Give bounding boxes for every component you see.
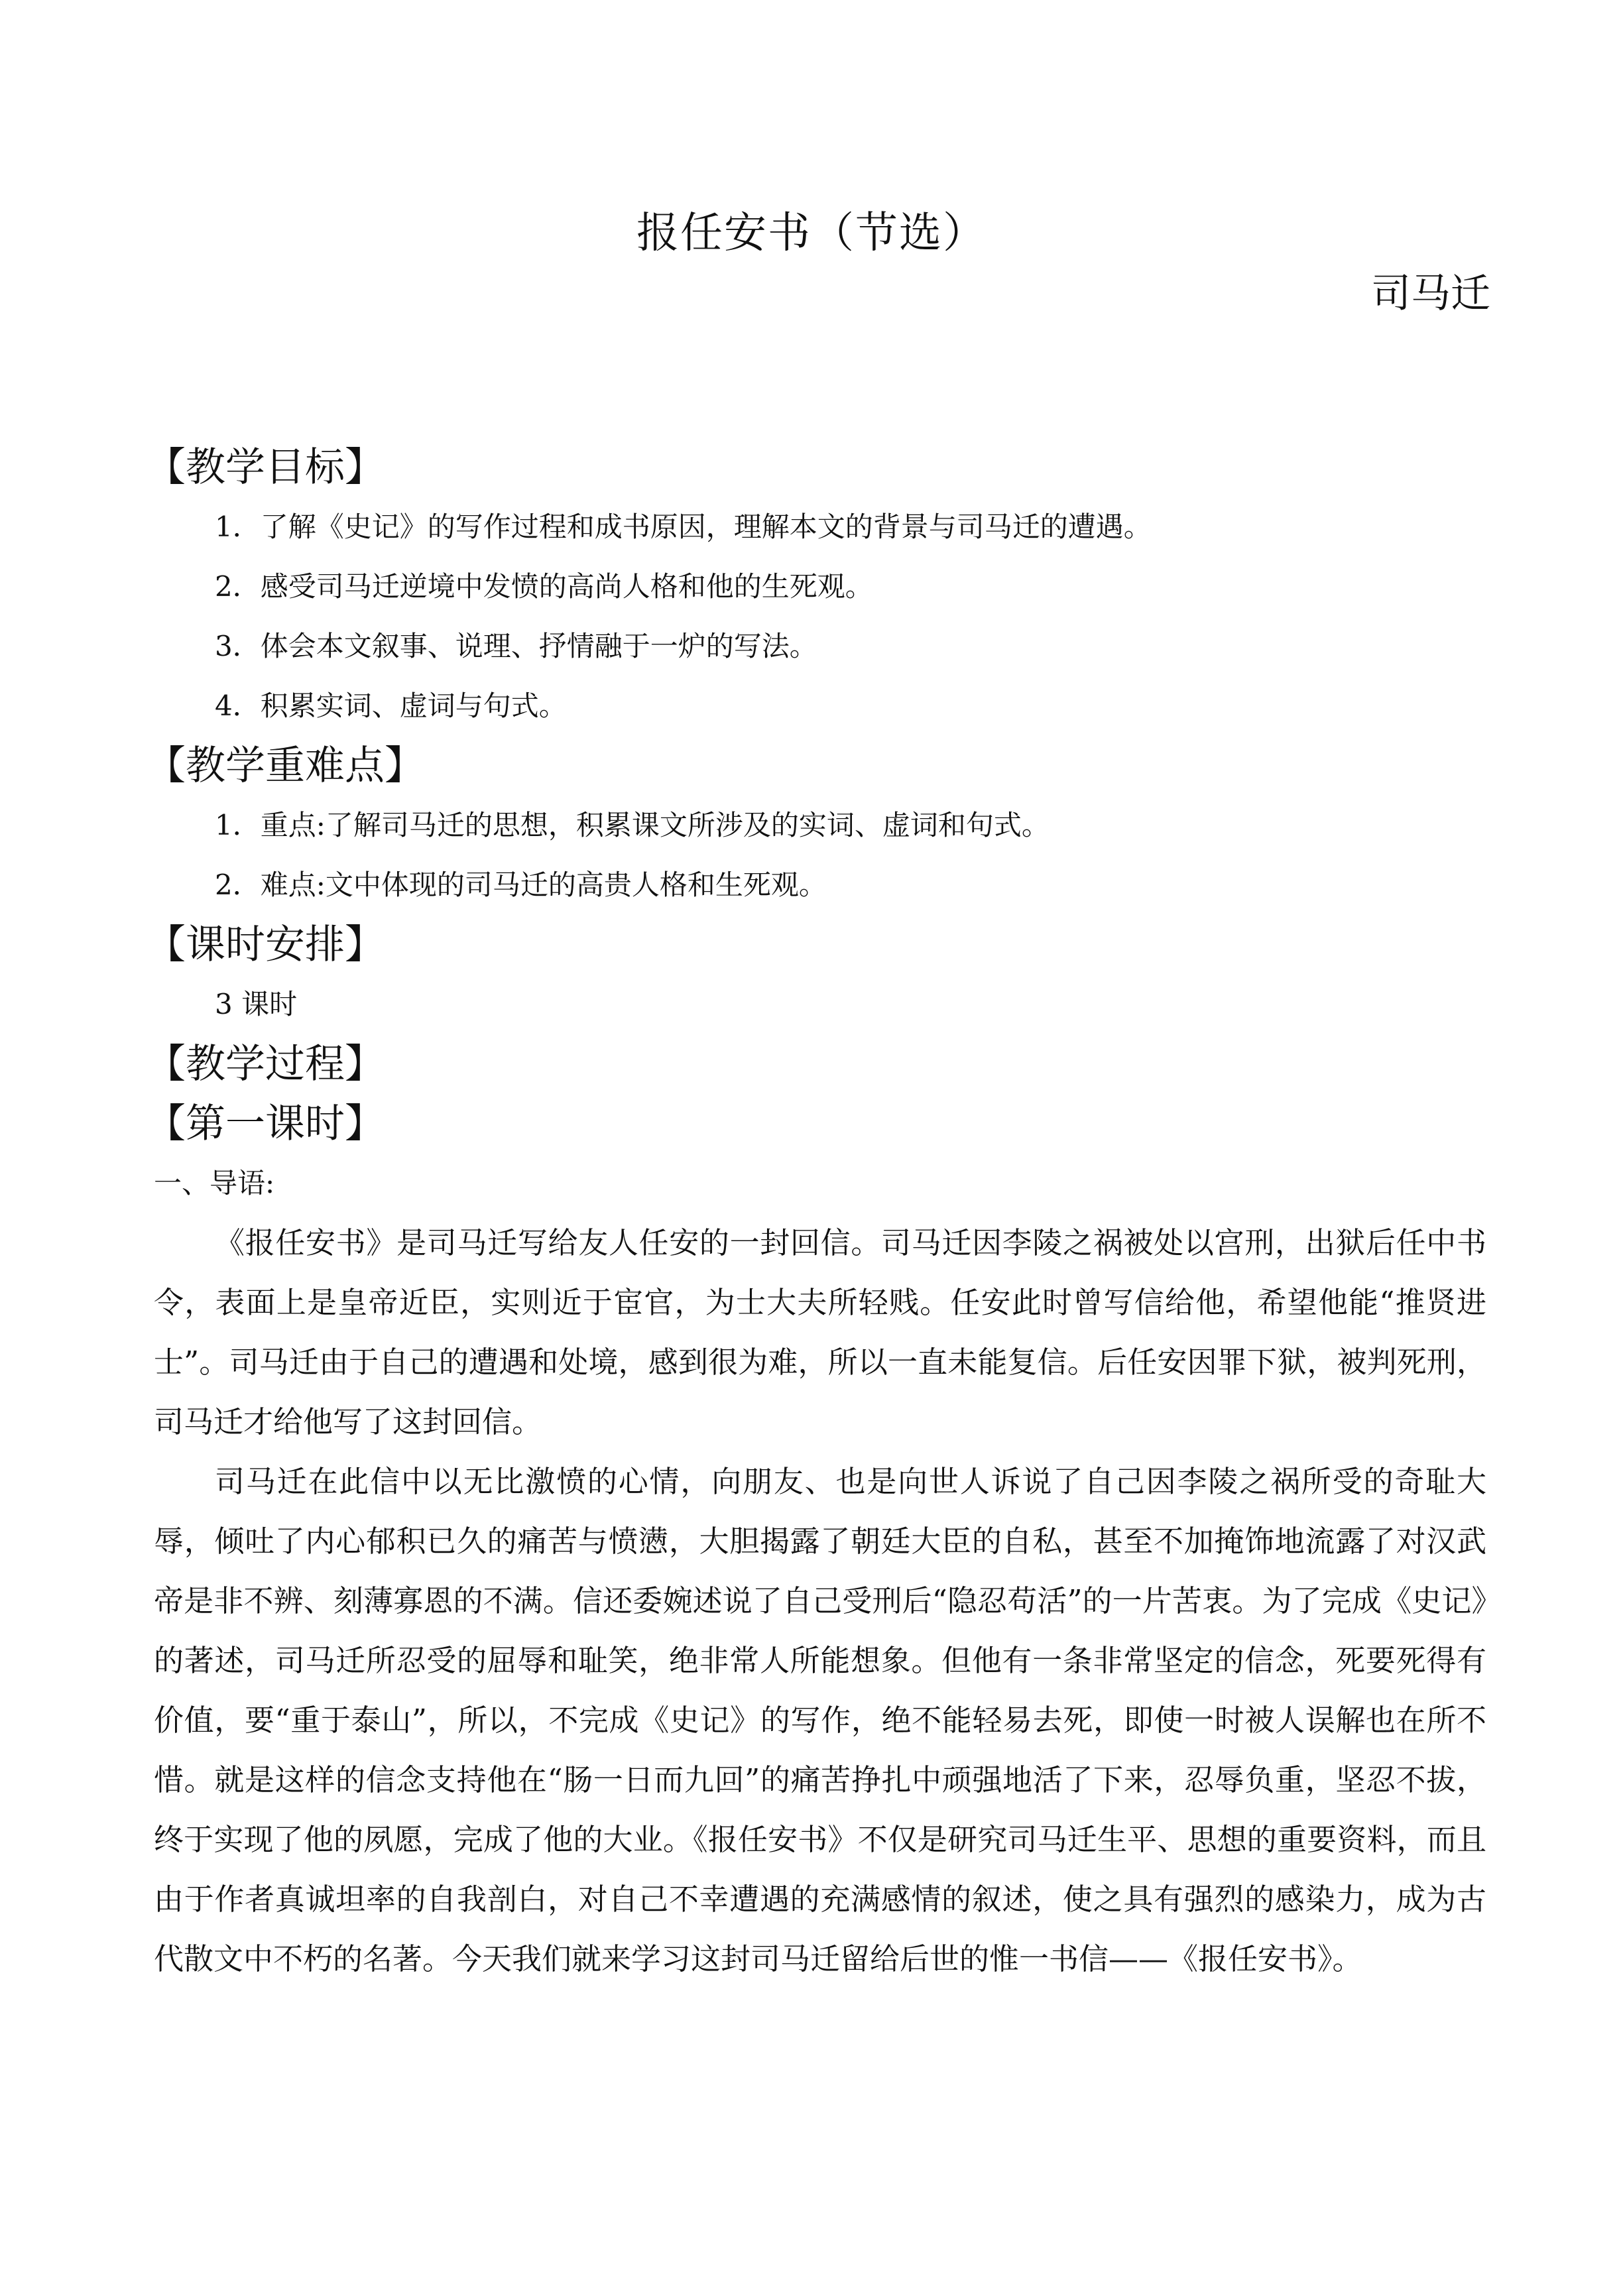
intro-paragraph: 司马迁在此信中以无比激愤的心情，向朋友、也是向世人诉说了自己因李陵之祸所受的奇耻大辱，倾吐了内心郁积已久的痛苦与愤懑，大胆揭露了朝廷大臣的自私，甚至不加掩饰地流露了对汉武帝是非不辨、刻薄寡恩的不满。信还委婉述说了自己受刑后“隐忍苟活”的一片苦衷。为了完成《史记》的著述，司马迁所忍受的屈辱和耻笑，绝非常人所能想象。但他有一条非常坚定的信念，死要死得有价值，要“重于泰山”，所以，不完成《史记》的写作，绝不能轻易去死，即使一时被人误解也在所不惜。就是这样的信念支持他在“肠一日而九回”的痛苦挣扎中顽强地活了下来，忍辱负重，坚忍不拔，终于实现了他的夙愿，完成了他的大业。《报任安书》不仅是研究司马迁生平、思想的重要资料，而且由于作者真诚坦率的自我剖白，对自己不幸遭遇的充满感情的叙述，使之具有强烈的感染力，成为古代散文中不朽的名著。今天我们就来学习这封司马迁留给后世的惟一书信——《报任安书》。 [154, 1464, 1486, 1976]
objective-item: 3．体会本文叙事、说理、抒情融于一炉的写法。 [215, 630, 817, 662]
heading-lesson1: 【第一课时】 [146, 1101, 385, 1147]
intro-paragraph: 《报任安书》是司马迁写给友人任安的一封回信。司马迁因李陵之祸被处以宫刑，出狱后任中书令，表面上是皇帝近臣，实则近于宦官，为士大夫所轻贱。任安此时曾写信给他，希望他能“推贤进士”。司马迁由于自己的遭遇和处境，感到很为难，所以一直未能复信。后任安因罪下狱，被判死刑，司马迁才给他写了这封回信。 [154, 1225, 1486, 1439]
heading-process: 【教学过程】 [146, 1041, 385, 1087]
heading-objectives: 【教学目标】 [146, 444, 385, 491]
objective-item: 2．感受司马迁逆境中发愤的高尚人格和他的生死观。 [215, 570, 873, 603]
schedule-text: 3 课时 [215, 988, 298, 1020]
key-point-item: 2．难点:文中体现的司马迁的高贵人格和生死观。 [215, 869, 827, 901]
heading-key-points: 【教学重难点】 [146, 743, 424, 789]
objective-item: 1．了解《史记》的写作过程和成书原因，理解本文的背景与司马迁的遭遇。 [215, 511, 1152, 543]
subheading-intro: 一、导语: [154, 1167, 275, 1199]
document-title: 报任安书（节选） [636, 209, 987, 258]
document-body [146, 438, 1486, 1989]
objective-item: 4．积累实词、虚词与句式。 [215, 690, 567, 722]
heading-schedule: 【课时安排】 [146, 922, 385, 968]
document-author: 司马迁 [1371, 271, 1490, 317]
key-point-item: 1．重点:了解司马迁的思想，积累课文所涉及的实词、虚词和句式。 [215, 809, 1050, 841]
